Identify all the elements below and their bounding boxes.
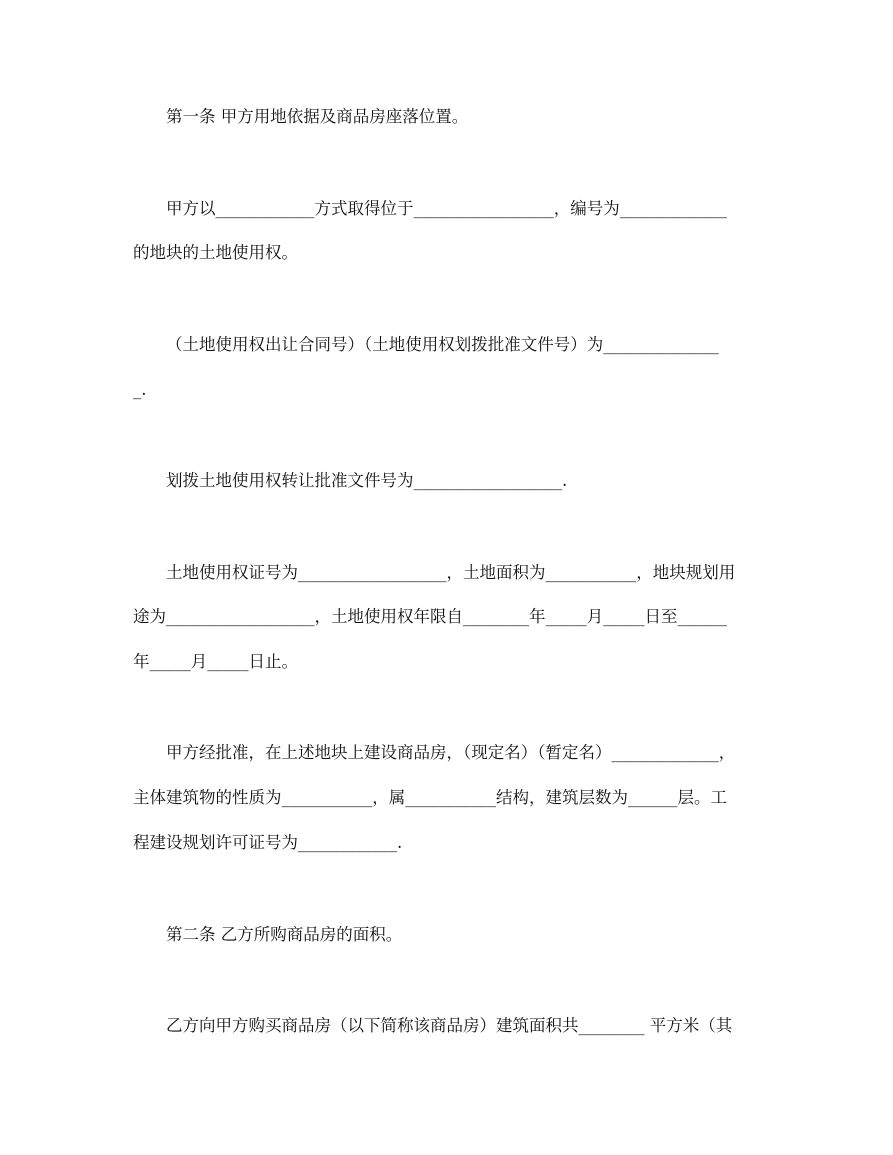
paragraph-land-certificate-line-3: 年_____月_____日止。 — [133, 652, 298, 671]
article-1-heading: 第一条 甲方用地依据及商品房座落位置。 — [166, 107, 469, 126]
paragraph-contract-number-line-2: _. — [133, 380, 147, 399]
paragraph-construction-line-3: 程建设规划许可证号为____________. — [133, 833, 403, 852]
paragraph-land-acquisition-line-2: 的地块的土地使用权。 — [133, 243, 298, 262]
paragraph-land-acquisition-line-1: 甲方以____________方式取得位于_________________，编号为_____________ — [166, 199, 727, 218]
paragraph-construction-line-2: 主体建筑物的性质为___________，属___________结构，建筑层数为______层。工 — [133, 788, 727, 807]
paragraph-contract-number-line-1: （土地使用权出让合同号）（土地使用权划拨批准文件号）为______________ — [166, 335, 719, 354]
paragraph-purchase-area: 乙方向甲方购买商品房（以下简称该商品房）建筑面积共________ 平方米（其 — [166, 1016, 733, 1035]
paragraph-land-certificate-line-2: 途为__________________，土地使用权年限自________年_____月_____日至______ — [133, 607, 727, 626]
article-2-heading: 第二条 乙方所购商品房的面积。 — [166, 925, 403, 944]
paragraph-land-certificate-line-1: 土地使用权证号为__________________，土地面积为___________，地块规划用 — [166, 563, 736, 582]
paragraph-transfer-approval: 划拨土地使用权转让批准文件号为__________________. — [166, 471, 568, 490]
paragraph-construction-line-1: 甲方经批准，在上述地块上建设商品房，（现定名）（暂定名）_____________， — [166, 743, 736, 762]
